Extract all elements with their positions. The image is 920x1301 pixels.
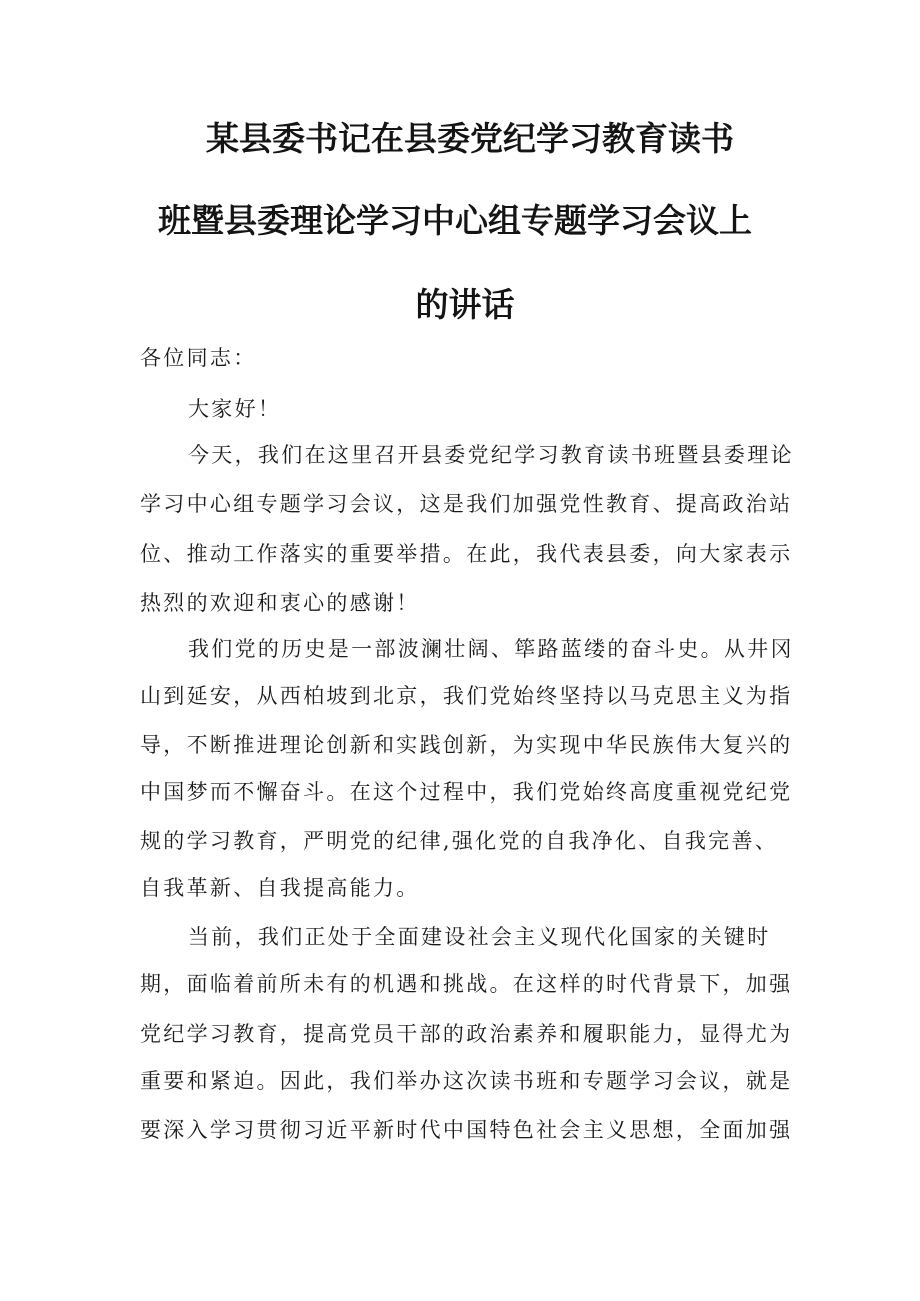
paragraph-1-line-3: 位、推动工作落实的重要举措。在此，我代表县委，向大家表示 xyxy=(140,542,793,566)
paragraph-3-line-4: 重要和紧迫。因此，我们举办这次读书班和专题学习会议，就是 xyxy=(140,1069,793,1093)
paragraph-1-line-1: 今天，我们在这里召开县委党纪学习教育读书班暨县委理论 xyxy=(188,443,794,467)
document-title-line-2: 班暨县委理论学习中心组专题学习会议上 xyxy=(158,201,752,240)
paragraph-1-line-4: 热烈的欢迎和衷心的感谢！ xyxy=(140,591,420,615)
paragraph-3-line-3: 党纪学习教育，提高党员干部的政治素养和履职能力，显得尤为 xyxy=(140,1022,793,1046)
paragraph-3-line-5: 要深入学习贯彻习近平新时代中国特色社会主义思想，全面加强 xyxy=(140,1118,793,1142)
paragraph-2-line-6: 自我革新、自我提高能力。 xyxy=(140,876,420,900)
document-title-line-3: 的讲话 xyxy=(415,285,515,324)
paragraph-1-line-2: 学习中心组专题学习会议，这是我们加强党性教育、提高政治站 xyxy=(140,492,793,516)
salutation: 各位同志： xyxy=(140,346,257,370)
paragraph-2-line-3: 导，不断推进理论创新和实践创新，为实现中华民族伟大复兴的 xyxy=(140,733,793,757)
document-title-line-1: 某县委书记在县委党纪学习教育读书 xyxy=(206,119,734,158)
paragraph-2-line-1: 我们党的历史是一部波澜壮阔、筚路蓝缕的奋斗史。从井冈 xyxy=(188,637,794,661)
paragraph-2-line-5: 规的学习教育，严明党的纪律,强化党的自我净化、自我完善、 xyxy=(140,829,779,853)
greeting: 大家好！ xyxy=(188,397,282,421)
paragraph-2-line-2: 山到延安，从西柏坡到北京，我们党始终坚持以马克思主义为指 xyxy=(140,684,793,708)
paragraph-3-line-1: 当前，我们正处于全面建设社会主义现代化国家的关键时 xyxy=(188,925,771,949)
paragraph-3-line-2: 期，面临着前所未有的机遇和挑战。在这样的时代背景下，加强 xyxy=(140,972,793,996)
paragraph-2-line-4: 中国梦而不懈奋斗。在这个过程中，我们党始终高度重视党纪党 xyxy=(140,780,793,804)
